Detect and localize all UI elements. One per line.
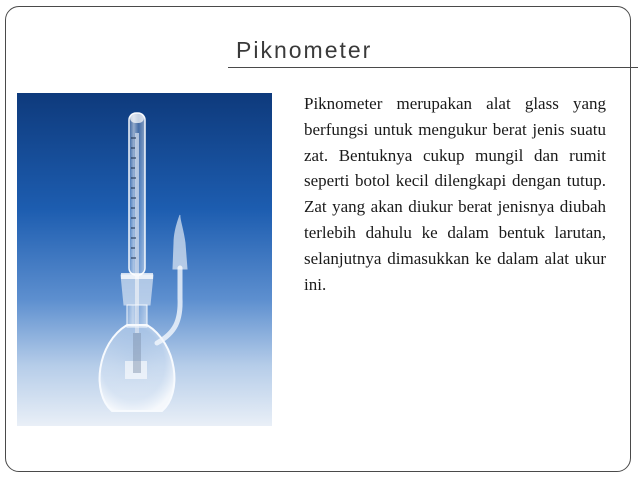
slide-frame <box>5 6 631 472</box>
pycnometer-illustration <box>17 93 272 426</box>
side-arm-cap <box>173 215 187 269</box>
ground-joint <box>121 273 153 305</box>
slide-title: Piknometer <box>236 37 373 63</box>
pycnometer-photo <box>17 93 272 426</box>
title-divider <box>228 67 638 68</box>
side-capillary <box>157 268 180 343</box>
body-paragraph: Piknometer merupakan alat glass yang berfungsi untuk mengukur berat jenis suatu zat. Bentuknya cukup mungil dan rumit seperti botol kecil dilengkapi dengan tutup. Zat yang akan diukur berat jenisnya diubah terlebih dahulu ke dalam bentuk larutan, selanjutnya dimasukkan ke dalam alat ukur ini. <box>304 94 606 294</box>
